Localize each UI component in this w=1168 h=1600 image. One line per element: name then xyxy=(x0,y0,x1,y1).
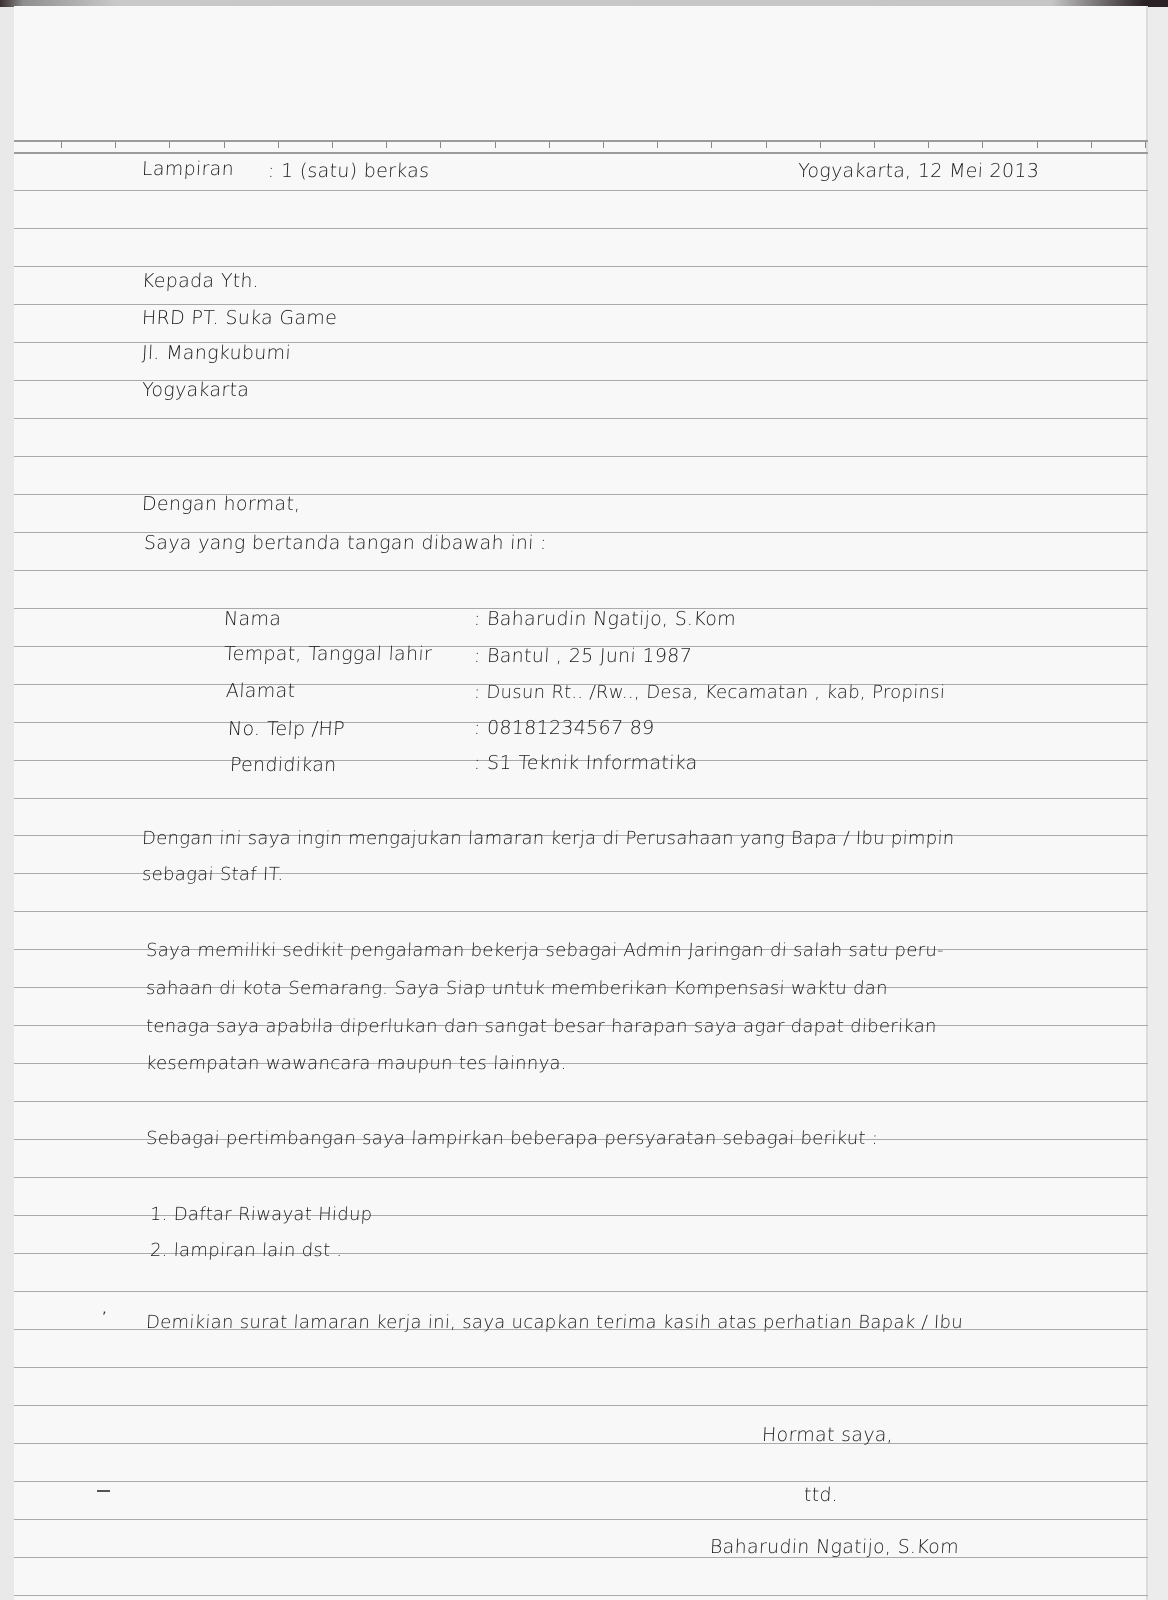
ruler-tick xyxy=(766,142,767,148)
ruler-tick xyxy=(549,142,550,148)
recipient-line-4: Yogyakarta xyxy=(141,379,250,401)
recipient-line-1: Kepada Yth. xyxy=(141,270,260,292)
paragraph-1-line-2: sebagai Staf IT. xyxy=(141,864,285,885)
greeting: Dengan hormat, xyxy=(141,493,302,515)
closing-paragraph: Demikian surat lamaran kerja ini, saya ucapkan terima kasih atas perhatian Bapak / Ibu xyxy=(145,1312,964,1333)
header-rule-bottom xyxy=(14,152,1148,154)
signer-name: Baharudin Ngatijo, S.Kom xyxy=(709,1536,960,1558)
ruled-line xyxy=(14,798,1148,799)
ruler-tick xyxy=(1145,142,1146,148)
lined-paper-sheet xyxy=(14,6,1148,1600)
ruled-line xyxy=(14,1595,1148,1596)
ruled-line xyxy=(14,1101,1148,1102)
attachment-value: : 1 (satu) berkas xyxy=(267,160,430,182)
signature: ttd. xyxy=(803,1484,839,1506)
ruler-tick xyxy=(224,142,225,148)
identity-value: : 08181234567 89 xyxy=(473,717,656,739)
ruled-line xyxy=(14,304,1148,305)
ruler-tick xyxy=(874,142,875,148)
ruler-tick xyxy=(61,142,62,148)
ruled-line xyxy=(14,1367,1148,1368)
ruler-tick xyxy=(495,142,496,148)
paragraph-1-line-1: Dengan ini saya ingin mengajukan lamaran kerja di Perusahaan yang Bapa / Ibu pimpin xyxy=(141,828,956,849)
intro-line: Saya yang bertanda tangan dibawah ini : xyxy=(143,532,548,554)
ruler-tick xyxy=(440,142,441,148)
ruler-tick xyxy=(386,142,387,148)
paragraph-2-line-4: kesempatan wawancara maupun tes lainnya. xyxy=(145,1053,568,1074)
attachment-item: 1. Daftar Riwayat Hidup xyxy=(149,1204,373,1225)
ruler-tick xyxy=(169,142,170,148)
ruled-line xyxy=(14,1177,1148,1178)
attachment-label: Lampiran xyxy=(141,158,235,180)
ruler-tick xyxy=(115,142,116,148)
identity-value: : Dusun Rt.. /Rw.., Desa, Kecamatan , kab, Propinsi xyxy=(473,682,946,703)
ruler-tick xyxy=(332,142,333,148)
header-rule-top xyxy=(14,140,1148,142)
ruler-tick xyxy=(820,142,821,148)
paragraph-2-line-2: sahaan di kota Semarang. Saya Siap untuk memberikan Kompensasi waktu dan xyxy=(145,978,889,999)
identity-value: : Bantul , 25 Juni 1987 xyxy=(473,645,693,667)
ruled-line xyxy=(14,1291,1148,1292)
ruled-line xyxy=(14,911,1148,912)
signoff: Hormat saya, xyxy=(761,1424,894,1446)
place-date: Yogyakarta, 12 Mei 2013 xyxy=(797,160,1040,182)
identity-label: Pendidikan xyxy=(229,754,338,776)
identity-label: No. Telp /HP xyxy=(227,718,346,740)
ruled-line xyxy=(14,1557,1148,1558)
ruler-tick xyxy=(711,142,712,148)
ruled-line xyxy=(14,570,1148,571)
ruler-tick xyxy=(1091,142,1092,148)
ruler-tick xyxy=(278,142,279,148)
identity-value: : Baharudin Ngatijo, S.Kom xyxy=(473,608,737,630)
ruled-line xyxy=(14,1405,1148,1406)
ruler-tick xyxy=(1037,142,1038,148)
ruled-line xyxy=(14,456,1148,457)
stray-mark: ’ xyxy=(102,1310,107,1326)
paragraph-2-line-1: Saya memiliki sedikit pengalaman bekerja sebagai Admin Jaringan di salah satu peru- xyxy=(145,940,945,961)
ruler-tick xyxy=(657,142,658,148)
identity-label: Alamat xyxy=(225,680,296,702)
ruled-line xyxy=(14,1443,1148,1444)
recipient-line-2: HRD PT. Suka Game xyxy=(141,307,338,329)
ruled-line xyxy=(14,1519,1148,1520)
ruled-line xyxy=(14,228,1148,229)
identity-label: Tempat, Tanggal lahir xyxy=(223,643,433,665)
recipient-line-3: Jl. Mangkubumi xyxy=(141,342,292,364)
identity-value: : S1 Teknik Informatika xyxy=(473,752,699,774)
paragraph-3: Sebagai pertimbangan saya lampirkan beberapa persyaratan sebagai berikut : xyxy=(145,1128,879,1149)
stray-mark xyxy=(97,1490,110,1492)
paragraph-2-line-3: tenaga saya apabila diperlukan dan sangat besar harapan saya agar dapat diberikan xyxy=(145,1016,938,1037)
ruled-line xyxy=(14,418,1148,419)
scan-right-edge xyxy=(1148,7,1168,1600)
ruled-line xyxy=(14,1481,1148,1482)
ruled-line xyxy=(14,266,1148,267)
ruler-tick xyxy=(982,142,983,148)
ruled-line xyxy=(14,190,1148,191)
identity-label: Nama xyxy=(223,608,282,630)
ruler-tick xyxy=(928,142,929,148)
ruler-tick xyxy=(603,142,604,148)
attachment-item: 2. lampiran lain dst . xyxy=(149,1240,344,1261)
